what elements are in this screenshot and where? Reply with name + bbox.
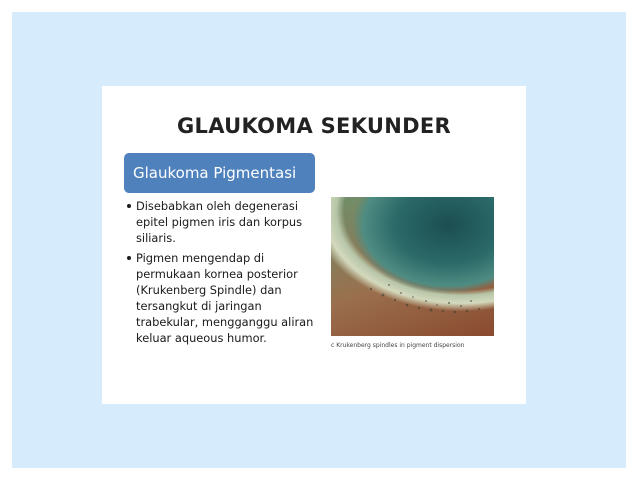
eye-photo — [331, 197, 494, 336]
image-caption: c Krukenberg spindles in pigment dispersion — [331, 342, 465, 349]
bullet-list — [126, 198, 326, 350]
bullet-item: Disebabkan oleh degenerasi epitel pigmen iris dan korpus siliaris. — [126, 198, 326, 246]
pigment-spots — [331, 197, 494, 336]
background-frame — [12, 12, 626, 468]
slide-title: GLAUKOMA SEKUNDER — [177, 114, 451, 138]
slide — [102, 86, 526, 404]
bullet-item: Pigmen mengendap di permukaan kornea posterior (Krukenberg Spindle) dan tersangkut di jaringan trabekular, mengganggu aliran keluar aqueous humor. — [126, 250, 326, 346]
subtitle-label: Glaukoma Pigmentasi — [133, 164, 297, 182]
subtitle-box — [124, 153, 315, 193]
